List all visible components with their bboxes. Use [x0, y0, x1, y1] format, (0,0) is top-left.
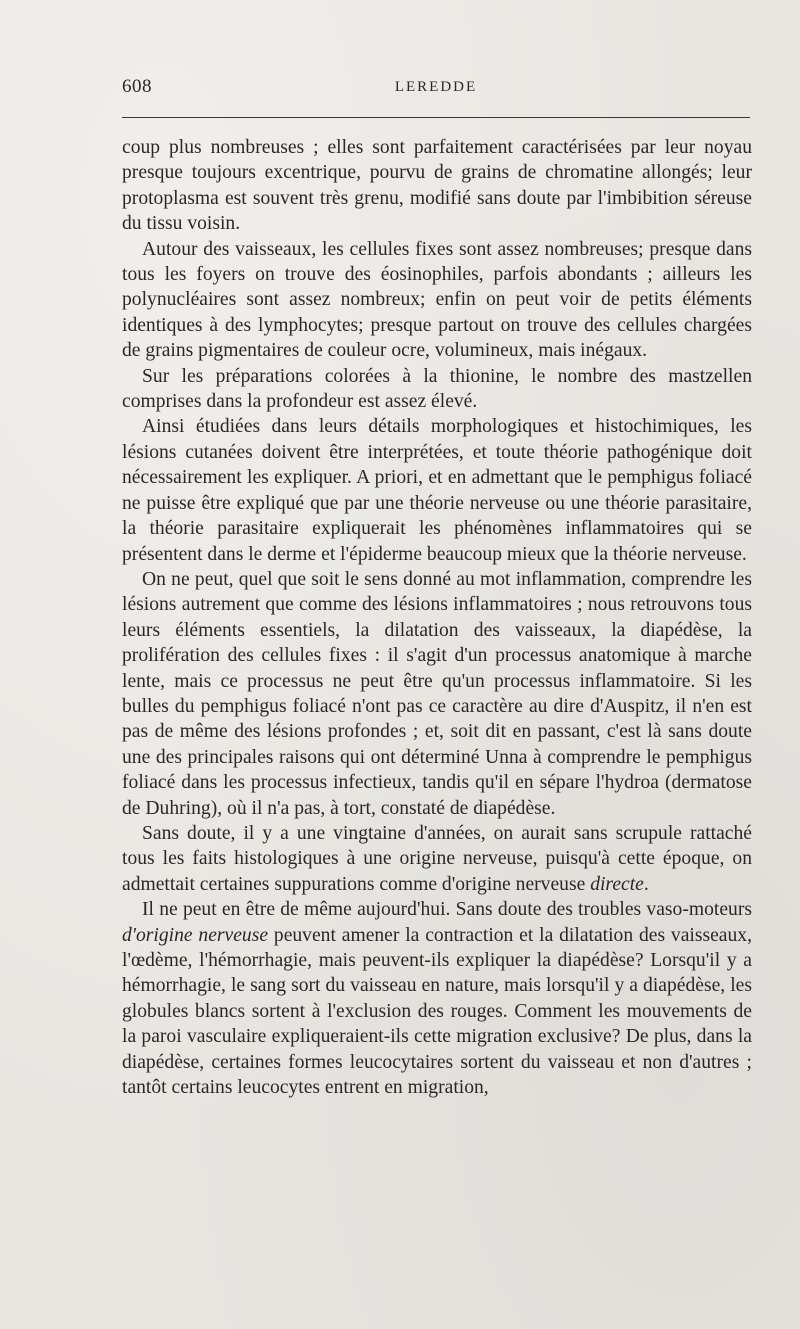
body-text — [122, 135, 752, 1100]
paragraph-7-italic: d'origine nerveuse — [122, 924, 269, 946]
paragraph-6-text: Sans doute, il y a une vingtaine d'années, on aurait sans scrupule rattaché tous les faits histologiques à une origine nerveuse, puisqu'à cette époque, on admettait certaines suppurations comme d'origine nerveuse — [122, 822, 752, 895]
page-header — [122, 76, 750, 104]
paragraph-2: Autour des vaisseaux, les cellules fixes sont assez nombreuses; presque dans tous les foyers on trouve des éosinophiles, parfois abondants ; ailleurs les polynucléaires sont assez nombreux; enfin on peut voir de petits éléments identiques à des lymphocytes; presque partout on trouve des cellules chargées de grains pigmentaires de couleur ocre, volumineux, mais inégaux. — [122, 238, 752, 362]
paragraph-5: On ne peut, quel que soit le sens donné au mot inflammation, comprendre les lésions autrement que comme des lésions inflammatoires ; nous retrouvons tous leurs éléments essentiels, la dilatation des vaisseaux, la diapédèse, la prolifération des cellules fixes : il s'agit d'un processus anatomique à marche lente, mais ce processus ne peut être qu'un processus inflammatoire. Si les bulles du pemphigus foliacé n'ont pas ce caractère au dire d'Auspitz, il n'en est pas de même des lésions profondes ; et, soit dit en passant, c'est là sans doute une des principales raisons qui ont déterminé Unna à comprendre le pemphigus foliacé dans les processus infectieux, tandis qu'il en sépare l'hydroa (dermatose de Duhring), où il n'a pas, à tort, constaté de diapédèse. — [122, 568, 752, 819]
paragraph-1: coup plus nombreuses ; elles sont parfaitement caractérisées par leur noyau presque toujours excentrique, pourvu de grains de chromatine allongés; leur protoplasma est souvent très grenu, modifié sans doute par l'imbibition séreuse du tissu voisin. — [122, 137, 752, 235]
page-number: 608 — [122, 76, 152, 97]
running-title: LEREDDE — [394, 79, 478, 95]
paragraph-6-italic: directe — [590, 873, 644, 895]
paragraph-7-text: Il ne peut en être de même aujourd'hui. Sans doute des troubles vaso-moteurs — [142, 899, 752, 921]
paragraph-6-end: . — [643, 873, 649, 895]
paragraph-7 — [122, 897, 752, 1100]
paragraph-7-end: peuvent amener la contraction et la dilatation des vaisseaux, l'œdème, l'hémorrhagie, mais peuvent-ils expliquer la diapédèse? Lorsqu'il y a hémorrhagie, le sang sort du vaisseau en nature, mais lorsqu'il y a diapédèse, les globules blancs sortent à l'exclusion des rouges. Comment les mouvements de la paroi vasculaire expliqueraient-ils cette migration exclusive? De plus, dans la diapédèse, certaines formes leucocytaires sortent du vaisseau et non d'autres ; tantôt certains leucocytes entrent en migration, — [122, 924, 752, 1099]
paragraph-6 — [122, 821, 752, 897]
paragraph-4: Ainsi étudiées dans leurs détails morphologiques et histochimiques, les lésions cutanées doivent être interprétées, et toute théorie pathogénique doit nécessairement les expliquer. A priori, et en admettant que le pemphigus foliacé ne puisse être expliqué que par une théorie nerveuse ou une théorie parasitaire, la théorie parasitaire expliquerait les phénomènes inflammatoires qui se présentent dans le derme et l'épiderme beaucoup mieux que la théorie nerveuse. — [122, 416, 752, 565]
header-rule — [122, 117, 750, 118]
paragraph-3: Sur les préparations colorées à la thionine, le nombre des mastzellen comprises dans la profondeur est assez élevé. — [122, 365, 752, 413]
